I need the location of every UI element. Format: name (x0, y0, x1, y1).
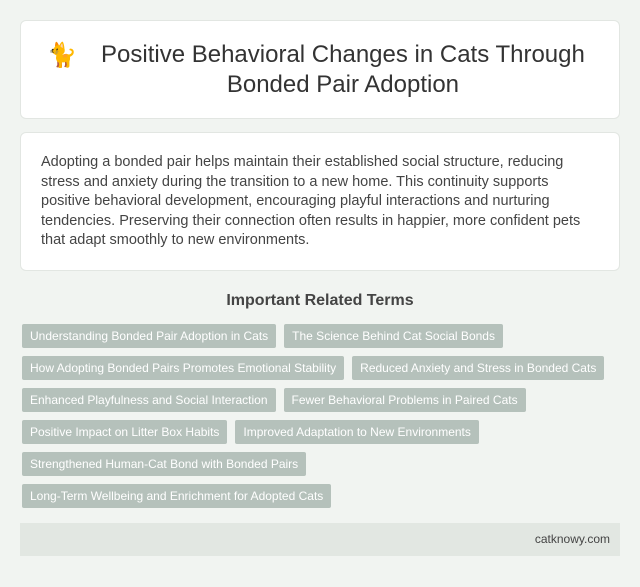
term-tag[interactable]: Understanding Bonded Pair Adoption in Cats (22, 324, 276, 348)
summary-card (20, 132, 620, 271)
title-row (47, 40, 593, 100)
related-terms-list (22, 324, 622, 516)
term-tag[interactable]: Long-Term Wellbeing and Enrichment for Adopted Cats (22, 484, 331, 508)
term-tag[interactable]: Strengthened Human-Cat Bond with Bonded Pairs (22, 452, 306, 476)
cat-icon: 🐈 (47, 41, 77, 69)
summary-text: Adopting a bonded pair helps maintain their established social structure, reducing stress and anxiety during the transition to a new home. This continuity supports positive behavioral development, encouraging playful interactions and nurturing tendencies. Preserving their connection often results in happier, more confident pets that adapt smoothly to new environments. (41, 154, 581, 248)
term-tag[interactable]: Positive Impact on Litter Box Habits (22, 420, 227, 444)
term-tag[interactable]: Fewer Behavioral Problems in Paired Cats (284, 388, 526, 412)
term-tag[interactable]: How Adopting Bonded Pairs Promotes Emotional Stability (22, 356, 344, 380)
footer-site[interactable]: catknowy.com (534, 532, 610, 546)
term-tag[interactable]: The Science Behind Cat Social Bonds (284, 324, 503, 348)
related-terms-heading: Important Related Terms (226, 292, 414, 309)
footer (20, 523, 620, 556)
term-tag[interactable]: Reduced Anxiety and Stress in Bonded Cats (352, 356, 604, 380)
term-tag[interactable]: Improved Adaptation to New Environments (235, 420, 478, 444)
title-card (20, 20, 620, 119)
page-title: Positive Behavioral Changes in Cats Through Bonded Pair Adoption (101, 40, 585, 98)
term-tag[interactable]: Enhanced Playfulness and Social Interaction (22, 388, 276, 412)
